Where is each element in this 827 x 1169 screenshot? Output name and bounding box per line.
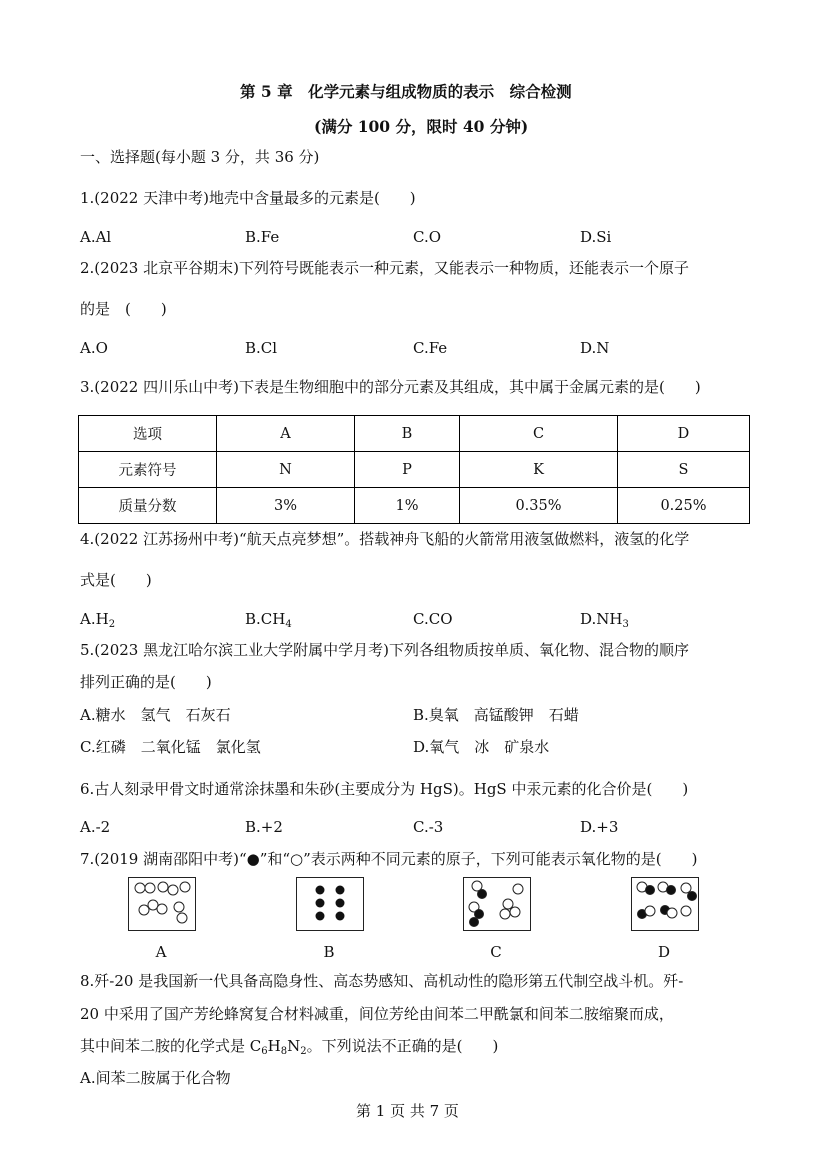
question-1-text: 1.(2022 天津中考)地壳中含量最多的元素是( ) xyxy=(80,189,416,207)
table-cell: 0.25% xyxy=(618,488,750,524)
question-5-line1: 5.(2023 黑龙江哈尔滨工业大学附属中学月考)下列各组物质按单质、氧化物、混合物的顺序 xyxy=(80,641,689,659)
q3-table xyxy=(78,415,750,524)
q1-option-a: A.Al xyxy=(80,228,112,246)
q7-label-c: C xyxy=(490,943,502,961)
table-row xyxy=(79,488,750,524)
page-number: 第 1 页 共 7 页 xyxy=(356,1102,459,1120)
question-8-line3: 其中间苯二胺的化学式是 $C_6H_8N_2$。下列说法不正确的是( ) xyxy=(80,1037,499,1057)
table-cell: B xyxy=(355,416,460,452)
question-8-line2: 20 中采用了国产芳纶蜂窝复合材料减重，间位芳纶由间苯二甲酰氯和间苯二胺缩聚而成， xyxy=(80,1005,674,1023)
question-3-text: 3.(2022 四川乐山中考)下表是生物细胞中的部分元素及其组成，其中属于金属元素的是( ) xyxy=(80,378,701,396)
q6-option-c: C.-3 xyxy=(413,818,444,836)
table-cell: D xyxy=(618,416,750,452)
q2-option-a: A.O xyxy=(80,339,108,357)
q5-option-b: B.臭氧 高锰酸钾 石蜡 xyxy=(413,706,579,724)
q6-option-b: B.+2 xyxy=(245,818,283,836)
table-cell: 选项 xyxy=(79,416,217,452)
question-6-text: 6.古人刻录甲骨文时通常涂抹墨和朱砂(主要成分为 HgS)。HgS 中汞元素的化合价是( ) xyxy=(80,780,689,798)
q4-option-b: $B.CH_4$ xyxy=(245,610,292,630)
question-7-text: 7.(2019 湖南邵阳中考)“●”和“○”表示两种不同元素的原子，下列可能表示氧化物的是( ) xyxy=(80,850,698,868)
table-cell: S xyxy=(618,452,750,488)
q4-option-a: $A.H_2$ xyxy=(80,610,116,630)
table-cell: N xyxy=(217,452,355,488)
table-cell: A xyxy=(217,416,355,452)
table-row xyxy=(79,416,750,452)
table-cell: 1% xyxy=(355,488,460,524)
table-cell: 质量分数 xyxy=(79,488,217,524)
table-cell: P xyxy=(355,452,460,488)
q7-label-d: D xyxy=(657,943,671,961)
q7-label-a: A xyxy=(155,943,167,961)
q6-option-a: A.-2 xyxy=(80,818,111,836)
q7-diagram-a xyxy=(128,877,196,931)
q1-option-b: B.Fe xyxy=(245,228,280,246)
q8-option-a: A.间苯二胺属于化合物 xyxy=(80,1069,231,1087)
table-cell: 0.35% xyxy=(460,488,618,524)
q2-option-b: B.Cl xyxy=(245,339,278,357)
page-subtitle: (满分 100 分，限时 40 分钟) xyxy=(314,117,529,136)
page-title: 第 5 章 化学元素与组成物质的表示 综合检测 xyxy=(240,82,572,101)
q4-option-c: C.CO xyxy=(413,610,453,628)
q6-option-d: D.+3 xyxy=(580,818,619,836)
question-4-line2: 式是( ) xyxy=(80,571,152,589)
q5-option-d: D.氧气 冰 矿泉水 xyxy=(413,738,550,756)
q4-option-d: $D.NH_3$ xyxy=(580,610,629,630)
question-5-line2: 排列正确的是( ) xyxy=(80,673,212,691)
q5-option-c: C.红磷 二氧化锰 氯化氢 xyxy=(80,738,261,756)
q1-option-d: D.Si xyxy=(580,228,612,246)
question-2-line1: 2.(2023 北京平谷期末)下列符号既能表示一种元素，又能表示一种物质，还能表示一个原子 xyxy=(80,259,689,277)
q2-option-d: D.N xyxy=(580,339,610,357)
table-cell: 3% xyxy=(217,488,355,524)
question-4-line1: 4.(2022 江苏扬州中考)“航天点亮梦想”。搭载神舟飞船的火箭常用液氢做燃料，液氢的化学 xyxy=(80,530,690,548)
q1-option-c: C.O xyxy=(413,228,442,246)
q7-diagram-d xyxy=(631,877,699,931)
question-2-line2: 的是 ( ) xyxy=(80,300,167,318)
table-row xyxy=(79,452,750,488)
table-cell: K xyxy=(460,452,618,488)
table-cell: C xyxy=(460,416,618,452)
q7-diagram-c xyxy=(463,877,531,931)
question-8-line1: 8.歼-20 是我国新一代具备高隐身性、高态势感知、高机动性的隐形第五代制空战斗机。歼- xyxy=(80,972,684,990)
table-cell: 元素符号 xyxy=(79,452,217,488)
q2-option-c: C.Fe xyxy=(413,339,448,357)
q5-option-a: A.糖水 氢气 石灰石 xyxy=(80,706,231,724)
q7-label-b: B xyxy=(323,943,335,961)
q7-diagram-b xyxy=(296,877,364,931)
section-heading: 一、选择题(每小题 3 分，共 36 分) xyxy=(80,148,320,166)
